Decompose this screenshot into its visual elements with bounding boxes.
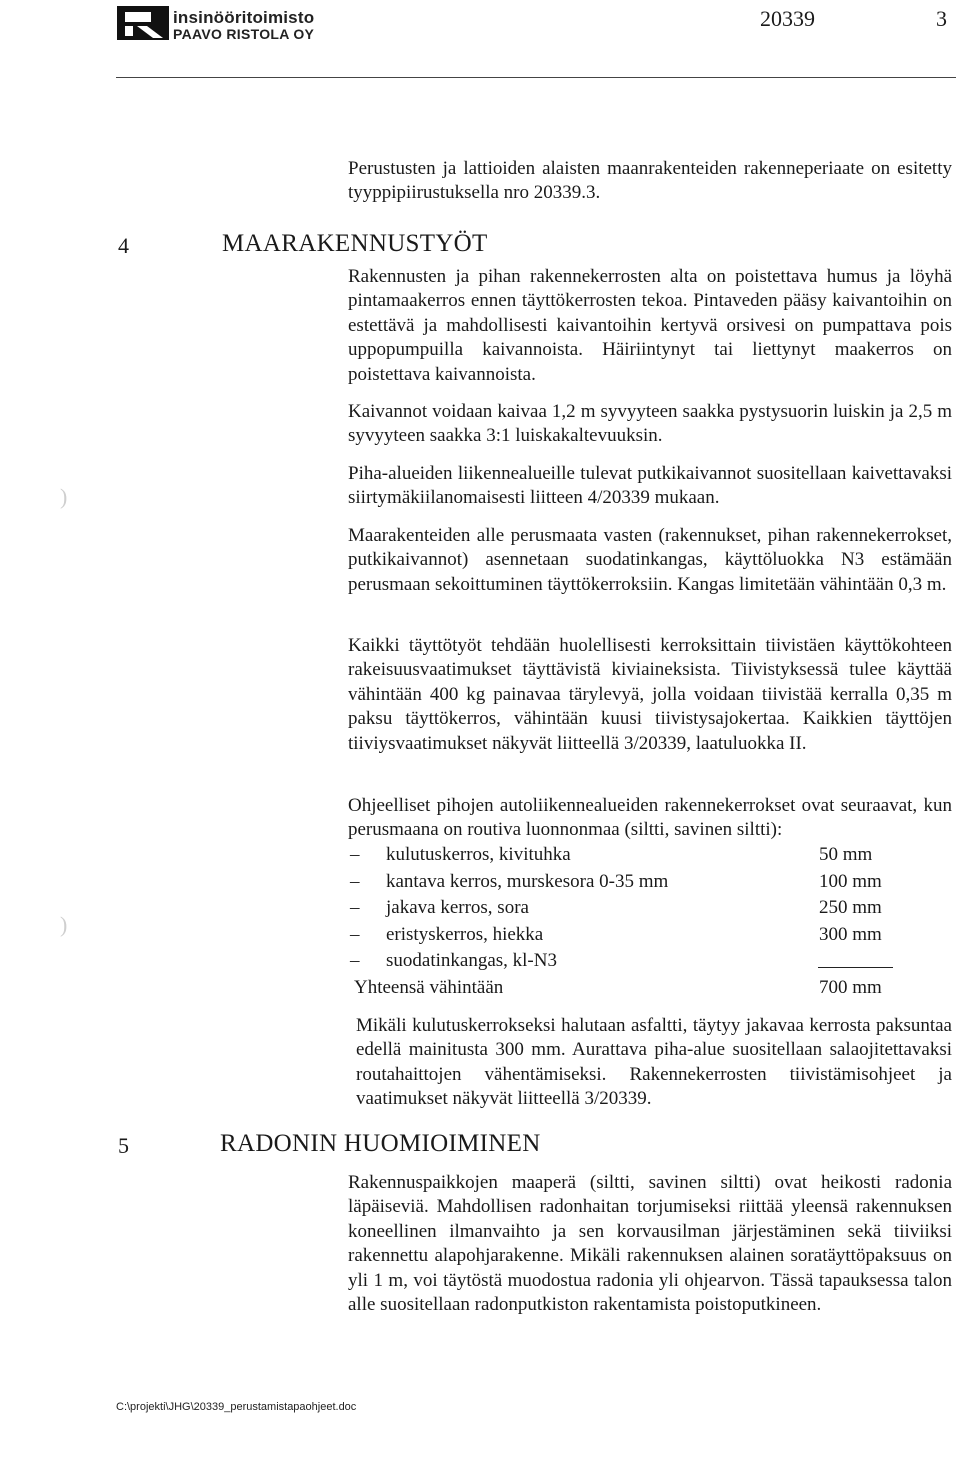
layer-name: kantava kerros, murskesora 0-35 mm: [386, 870, 669, 892]
total-label: Yhteensä vähintään: [354, 976, 504, 998]
total-row: [350, 975, 910, 1002]
intro-paragraph: Perustusten ja lattioiden alaisten maanrakenteiden rakenneperiaate on esitetty tyyppipiirustuksella nro 20339.3.: [348, 158, 952, 204]
section-heading: RADONIN HUOMIOIMINEN: [220, 1130, 541, 1157]
section-number: 4: [118, 233, 129, 258]
layer-name: kulutuskerros, kivituhka: [386, 844, 571, 865]
file-path-footer: C:\projekti\JHG\20339_perustamistapaohjeet.doc: [116, 1401, 357, 1413]
layer-thickness: 50 mm: [819, 844, 873, 865]
layer-name: jakava kerros, sora: [386, 897, 529, 918]
layer-row: [350, 895, 910, 922]
paragraph: Piha-alueiden liikennealueille tulevat putkikaivannot suositellaan kaivettavaksi siirtymäkiilanomaisesti liitteen 4/20339 mukaan.: [348, 463, 952, 509]
paragraph: Maarakenteiden alle perusmaata vasten (rakennukset, pihan rakennekerrokset, putkikaivannot) asennetaan suodatinkangas, käyttöluokka N3 estämään perusmaan sekoittuminen täyttökerroksiin. Kangas limitetään vähintään 0,3 m.: [348, 525, 952, 595]
company-name-line2: PAAVO RISTOLA OY: [173, 26, 315, 42]
structure-layer-list: [350, 842, 910, 1001]
sum-underline: [818, 967, 893, 968]
list-dash: –: [350, 844, 360, 865]
list-dash: –: [350, 950, 360, 971]
total-thickness: 700 mm: [819, 976, 882, 998]
company-name-line1: insinööritoimisto: [173, 8, 315, 27]
paragraph: Mikäli kulutuskerrokseksi halutaan asfaltti, täytyy jakavaa kerrosta paksuntaa edellä mainitusta 300 mm. Aurattava piha-alue suositellaan salaojitettavaksi routahaittojen vähentämiseksi. Rakennekerrosten tiivistämisohjeet ja vaatimukset näkyvät liitteellä 3/20339.: [356, 1015, 952, 1110]
paragraph: Rakennusten ja pihan rakennekerrosten alta on poistettava humus ja löyhä pintamaakerros ennen täyttökerrosten tekoa. Pintaveden pääsy kaivantoihin on estettävä ja mahdollisesti kaivantoihin kertyvä orsivesi on pumpattava pois uppopumpuilla kaivannoista. Häiriintynyt tai liettynyt maakerros on poistettava kaivannoista.: [348, 266, 952, 385]
list-dash: –: [350, 897, 360, 918]
section-number: 5: [118, 1133, 129, 1158]
company-logo: [117, 6, 377, 42]
scan-mark: ): [60, 912, 68, 937]
paragraph: Kaikki täyttötyöt tehdään huolellisesti kerroksittain tiivistäen käyttökohteen rakeisuusvaatimukset täyttävistä kiviaineksista. Tiivistyksessä tulee käyttää vähintään 400 kg painavaa tärylevyä, jolla voidaan tiivistää kerralla 0,35 m paksu täyttökerros, vähintään kuusi tiivistysajokertaa. Kaikkien täyttöjen tiiviysvaatimukset näkyvät liitteellä 3/20339, laatuluokka II.: [348, 635, 952, 754]
layer-name: suodatinkangas, kl-N3: [386, 950, 557, 971]
paragraph: Rakennuspaikkojen maaperä (siltti, savinen siltti) ovat heikosti radonia läpäiseviä. Mahdollisen radonhaitan torjumiseksi riittää yleensä rakennuksen koneellinen ilmanvaihto ja sen korvausilman järjestäminen sekä tiiviiksi rakennettu alapohjarakenne. Mikäli rakennuksen alainen soratäyttöpaksuus on yli 1 m, voi täytöstä muodostua radonia yli ohjearvon. Tässä tapauksessa talon alle suositellaan radonputkiston rakentamista poistoputkineen.: [348, 1172, 952, 1316]
layer-name: eristyskerros, hiekka: [386, 923, 544, 945]
section-heading: MAARAKENNUSTYÖT: [222, 230, 488, 257]
layer-thickness: 100 mm: [819, 870, 882, 892]
list-dash: –: [350, 923, 360, 945]
paragraph: Kaivannot voidaan kaivaa 1,2 m syvyyteen saakka pystysuorin luiskin ja 2,5 m syvyyteen saakka 3:1 luiskakaltevuuksin.: [348, 401, 952, 447]
paragraph: Ohjeelliset pihojen autoliikennealueiden rakennekerrokset ovat seuraavat, kun perusmaana on routiva luonnonmaa (siltti, savinen siltti):: [348, 795, 952, 841]
page-number: 3: [936, 6, 947, 31]
header-divider: [116, 77, 956, 78]
layer-thickness: 300 mm: [819, 923, 882, 945]
layer-thickness: 250 mm: [819, 897, 882, 918]
document-number: 20339: [760, 6, 815, 31]
layer-row: [350, 922, 910, 949]
scan-mark: ): [60, 484, 68, 509]
logo-r-icon: [117, 6, 169, 40]
layer-row: [350, 869, 910, 896]
layer-row: [350, 842, 910, 869]
list-dash: –: [350, 870, 360, 892]
layer-row: [350, 948, 910, 975]
